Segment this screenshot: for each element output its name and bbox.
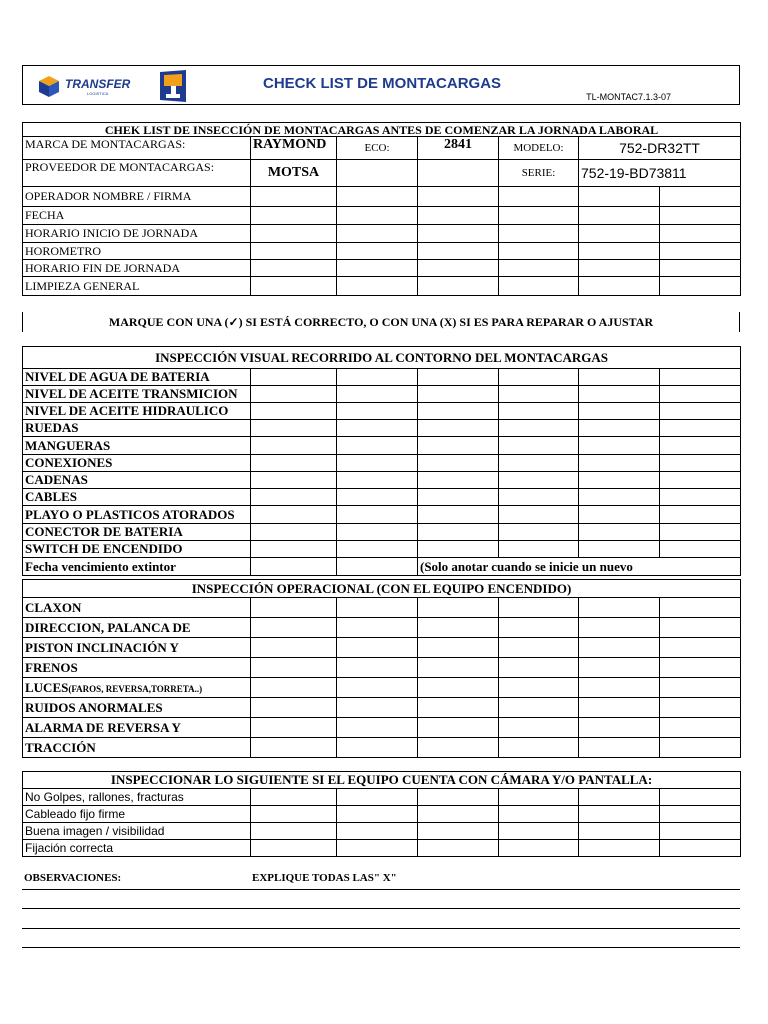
info-table [22, 122, 741, 296]
visual-row: MANGUERAS [23, 437, 251, 455]
info-row: HORARIO FIN DE JORNADA [23, 260, 251, 277]
proveedor-label: PROVEEDOR DE MONTACARGAS: [23, 160, 251, 187]
document-header [22, 65, 740, 105]
camera-title: INSPECCIONAR LO SIGUIENTE SI EL EQUIPO CUENTA CON CÁMARA Y/O PANTALLA: [23, 772, 741, 789]
observation-line[interactable] [22, 928, 740, 929]
camera-row: No Golpes, rallones, fracturas [23, 789, 251, 806]
brand-subtext: LOGISTICA [87, 91, 109, 96]
info-title: CHEK LIST DE INSECCIÓN DE MONTACARGAS ANTES DE COMENZAR LA JORNADA LABORAL [23, 123, 741, 137]
visual-row: SWITCH DE ENCENDIDO [23, 541, 251, 558]
luces-note: (FAROS, REVERSA,TORRETA..) [68, 683, 203, 694]
explain-label: EXPLIQUE TODAS LAS" X" [252, 872, 397, 884]
camera-row: Fijación correcta [23, 840, 251, 857]
transfer-logo [35, 73, 135, 99]
brand-text: TRANSFER [65, 77, 131, 91]
operational-row: PISTON INCLINACIÓN Y [23, 638, 251, 658]
page-title: CHECK LIST DE MONTACARGAS [263, 75, 502, 92]
visual-title: INSPECCIÓN VISUAL RECORRIDO AL CONTORNO DEL MONTACARGAS [23, 347, 741, 369]
operational-row: FRENOS [23, 658, 251, 678]
modelo-label: MODELO: [499, 137, 579, 160]
camera-inspection-table [22, 771, 741, 857]
operational-inspection-table [22, 579, 741, 758]
info-row: OPERADOR NOMBRE / FIRMA [23, 187, 251, 207]
operational-row: CLAXON [23, 598, 251, 618]
operational-title: INSPECCIÓN OPERACIONAL (CON EL EQUIPO ENCENDIDO) [23, 580, 741, 598]
operational-row-luces [23, 678, 251, 698]
info-row: HOROMETRO [23, 243, 251, 260]
operational-row: DIRECCION, PALANCA DE [23, 618, 251, 638]
observation-line[interactable] [22, 889, 740, 890]
modelo-value[interactable]: 752-DR32TT [579, 137, 741, 160]
eco-label: ECO: [337, 137, 418, 160]
visual-row: CADENAS [23, 472, 251, 489]
visual-row: NIVEL DE AGUA DE BATERIA [23, 369, 251, 386]
operational-row: ALARMA DE REVERSA Y [23, 718, 251, 738]
operational-row: TRACCIÓN [23, 738, 251, 758]
extintor-note: (Solo anotar cuando se inicie un nuevo [418, 558, 741, 576]
operational-row: RUIDOS ANORMALES [23, 698, 251, 718]
info-row: LIMPIEZA GENERAL [23, 277, 251, 296]
extintor-label: Fecha vencimiento extintor [23, 558, 251, 576]
visual-row: NIVEL DE ACEITE HIDRAULICO [23, 403, 251, 420]
serie-label: SERIE: [499, 160, 579, 187]
camera-row: Cableado fijo firme [23, 806, 251, 823]
marca-value[interactable]: RAYMOND [251, 137, 337, 160]
observation-line[interactable] [22, 908, 740, 909]
luces-label: LUCES [25, 679, 69, 695]
info-row: FECHA [23, 207, 251, 225]
eco-value[interactable]: 2841 [418, 137, 499, 160]
proveedor-value[interactable]: MOTSA [251, 160, 337, 187]
instruction-text: MARQUE CON UNA (✓) SI ESTÁ CORRECTO, O CON UNA (X) SI ES PARA REPARAR O AJUSTAR [22, 312, 740, 332]
camera-row: Buena imagen / visibilidad [23, 823, 251, 840]
visual-row: RUEDAS [23, 420, 251, 437]
visual-row: PLAYO O PLASTICOS ATORADOS [23, 506, 251, 524]
visual-inspection-table [22, 346, 741, 576]
forklift-logo-icon [158, 68, 188, 104]
info-row: HORARIO INICIO DE JORNADA [23, 225, 251, 243]
visual-row: CONECTOR DE BATERIA [23, 524, 251, 541]
document-code: TL-MONTAC7.1.3-07 [586, 92, 671, 102]
marca-label: MARCA DE MONTACARGAS: [23, 137, 251, 160]
visual-row: CONEXIONES [23, 455, 251, 472]
serie-value[interactable]: 752-19-BD73811 [579, 160, 741, 187]
observations-label: OBSERVACIONES: [24, 872, 122, 884]
visual-row: NIVEL DE ACEITE TRANSMICION [23, 386, 251, 403]
observation-line[interactable] [22, 947, 740, 948]
visual-row: CABLES [23, 489, 251, 506]
